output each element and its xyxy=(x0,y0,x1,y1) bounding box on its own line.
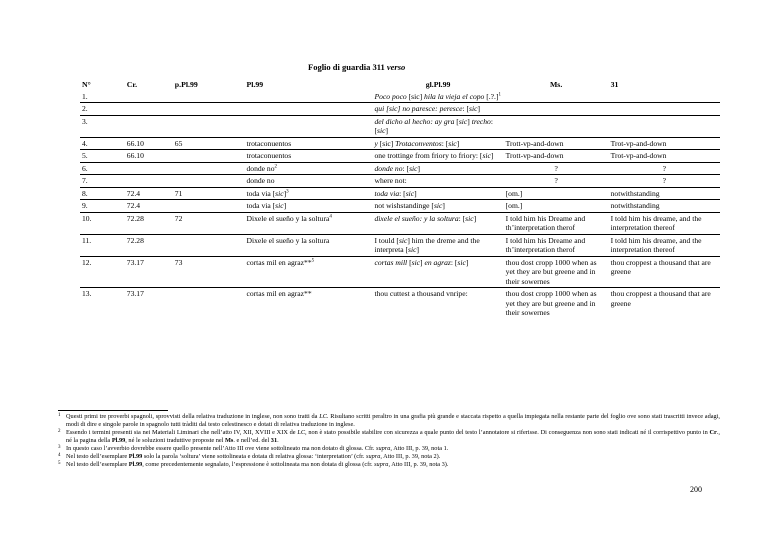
cell-ppl99: 73 xyxy=(173,256,245,288)
cell-cr: 72.28 xyxy=(125,212,173,234)
cell-ms: I told him his Dreame and th’interpretation therof xyxy=(504,212,609,234)
cell-cr xyxy=(125,175,173,188)
footnote xyxy=(58,429,720,445)
cell-glpl99: Poco poco [sic] hila la vieja el copo [.?.]$^1$ xyxy=(374,91,501,101)
footnote-number: 5 xyxy=(58,461,61,466)
cell-ms: [om.] xyxy=(504,187,609,200)
cell-n: 5. xyxy=(80,150,125,163)
footnote-rule xyxy=(58,410,168,411)
cell-ms: thou dost cropp 1000 when as yet they are but greene and in their sowernes xyxy=(504,288,609,319)
cell-n: 4. xyxy=(80,137,125,150)
cell-glpl99: not wishstandinge [sic] xyxy=(372,200,503,213)
cell-31: thou croppest a thousand that are greene xyxy=(609,256,720,288)
table-row xyxy=(80,103,720,116)
cell-n: 8. xyxy=(80,187,125,200)
footnote-text: Essendo i termini presenti sia nei Materiali Liminari che nell’atto IV, XII, XVIII e XIX de LC, non è stato possibile stabilire con sicurezza a quale punto del testo l’annotatore si riferisse. Di conseguenza non sono stati indicati né il corrispettivo punto in Cr., né la pagina della Pl.99, né le soluzioni traduttive proposte nel Ms. e nell’ed. del 31. xyxy=(66,429,720,444)
cell-cr xyxy=(125,91,173,103)
cell-ms: Trott-vp-and-down xyxy=(504,137,609,150)
cell-n: 10. xyxy=(80,212,125,234)
cell-n: 6. xyxy=(80,162,125,175)
cell-cr xyxy=(125,162,173,175)
table-row xyxy=(80,175,720,188)
cell-31: notwithstanding xyxy=(609,200,720,213)
cell-cr xyxy=(125,115,173,137)
footnote-text: Nel testo dell’esemplare Pl.99, come precedentemente segnalato, l’espressione è sottolineata ma non dotata di glossa (cfr. supra, Atto III, p. 39, nota 3). xyxy=(66,461,449,468)
col-pl99: Pl.99 xyxy=(246,80,264,89)
cell-31: Trot-vp-and-down xyxy=(609,150,720,163)
table-row xyxy=(80,115,720,137)
cell-cr: 72.4 xyxy=(125,187,173,200)
table-row xyxy=(80,91,720,103)
page-number: 200 xyxy=(690,485,702,494)
cell-ppl99 xyxy=(173,234,245,256)
cell-glpl99: thou cuttest a thousand vnripe: xyxy=(372,288,503,319)
table-row xyxy=(80,162,720,175)
table-body xyxy=(80,91,720,319)
cell-cr xyxy=(125,103,173,116)
cell-glpl99: qui [sic] no paresce: peresce: [sic] xyxy=(372,103,503,116)
table-row xyxy=(80,256,720,288)
cell-cr: 66.10 xyxy=(125,150,173,163)
cell-pl99 xyxy=(244,91,372,103)
col-31: 31 xyxy=(610,80,619,89)
cell-ppl99 xyxy=(173,162,245,175)
cell-cr: 72.28 xyxy=(125,234,173,256)
cell-pl99 xyxy=(244,115,372,137)
cell-n: 11. xyxy=(80,234,125,256)
cell-glpl99: donde no: [sic] xyxy=(372,162,503,175)
cell-glpl99: one trottinge from friory to friory: [sic] xyxy=(372,150,503,163)
cell-31: notwithstanding xyxy=(609,187,720,200)
footnote-number: 1 xyxy=(58,413,61,418)
cell-pl99: donde $no^2$ xyxy=(244,162,372,175)
cell-n: 2. xyxy=(80,103,125,116)
cell-ppl99 xyxy=(173,103,245,116)
col-n: N° xyxy=(82,80,91,89)
cell-ms: [om.] xyxy=(504,200,609,213)
footnotes xyxy=(58,413,720,469)
cell-ppl99: 72 xyxy=(173,212,245,234)
cell-31 xyxy=(609,115,720,137)
cell-ms: I told him his Dreame and th’interpretation therof xyxy=(504,234,609,256)
cell-ppl99: 65 xyxy=(173,137,245,150)
footnote-number: 4 xyxy=(58,453,61,458)
col-ms: Ms. xyxy=(549,80,563,89)
cell-pl99: donde no xyxy=(244,175,372,188)
cell-ppl99 xyxy=(173,91,245,103)
cell-pl99: cortas mil en agraz** xyxy=(244,288,372,319)
footnote xyxy=(58,445,720,453)
cell-n: 9. xyxy=(80,200,125,213)
footnote-text: In questo caso l’avverbio dovrebbe essere quello presente nell’Atto III ove viene sottolineato ma non dotato di glossa. Cfr. supra, Atto III, p. 39, nota 1. xyxy=(66,445,449,452)
cell-31 xyxy=(609,103,720,116)
table-row xyxy=(80,212,720,234)
cell-pl99: trotaconuentos xyxy=(244,150,372,163)
cell-cr: 66.10 xyxy=(125,137,173,150)
cell-ms: ? xyxy=(504,175,609,188)
cell-31: Trot-vp-and-down xyxy=(609,137,720,150)
cell-glpl99: cortas mill [sic] en agraz: [sic] xyxy=(372,256,503,288)
cell-cr: 73.17 xyxy=(125,288,173,319)
cell-ms xyxy=(504,91,609,103)
cell-cr: 72.4 xyxy=(125,200,173,213)
cell-31: ? xyxy=(609,162,720,175)
cell-n: 1. xyxy=(82,91,88,101)
cell-n: 13. xyxy=(80,288,125,319)
footnote-text: Questi primi tre proverbi spagnoli, sprovvisti della relativa traduzione in inglese, non sono tratti da LC. Risultano scritti peraltro in una grafia più grande e staccata rispetto a quella impiegata nella restante parte del foglio ove sono stati trascritti invece adagi, modi di dire e singole parole in spagnolo tutti tràditi dal testo celestinesco e dotati di relativa traduzione in inglese. xyxy=(66,413,720,428)
table-row xyxy=(80,150,720,163)
cell-ppl99 xyxy=(173,175,245,188)
footnote-text: Nel testo dell’esemplare Pl.99 solo la parola ‘soltura’ viene sottolineata e dotata di relativa glossa: ‘interpretation’ (cfr. supra, Atto III, p. 39, nota 2). xyxy=(66,453,441,460)
cell-31: I told him his dreame, and the interpretation thereof xyxy=(609,234,720,256)
cell-glpl99: del dicho al hecho: ay gra [sic] trecho: [sic] xyxy=(372,115,503,137)
cell-31 xyxy=(609,91,720,103)
cell-31: thou croppest a thousand that are greene xyxy=(609,288,720,319)
footnote xyxy=(58,413,720,429)
cell-glpl99: dixele el sueño: y la soltura: [sic] xyxy=(372,212,503,234)
cell-ms: Trott-vp-and-down xyxy=(504,150,609,163)
cell-pl99: cortas mil en agraz**$^5$ xyxy=(244,256,372,288)
cell-pl99: trotaconuentos xyxy=(244,137,372,150)
footnote-number: 3 xyxy=(58,445,61,450)
cell-n: 12. xyxy=(80,256,125,288)
cell-pl99 xyxy=(244,103,372,116)
cell-pl99: Dixele el sueño y la soltura$^4$ xyxy=(244,212,372,234)
cell-n: 3. xyxy=(80,115,125,137)
cell-n: 7. xyxy=(80,175,125,188)
cell-ms xyxy=(504,115,609,137)
cell-ppl99 xyxy=(173,288,245,319)
footnote xyxy=(58,453,720,461)
cell-ms: ? xyxy=(504,162,609,175)
cell-glpl99: toda via: [sic] xyxy=(372,187,503,200)
table-header xyxy=(80,80,720,91)
page-title: Foglio di guardia 311 verso xyxy=(308,62,406,72)
cell-pl99: toda via [sic]$^3$ xyxy=(244,187,372,200)
cell-ppl99: 71 xyxy=(173,187,245,200)
table-row xyxy=(80,200,720,213)
cell-cr: 73.17 xyxy=(125,256,173,288)
col-ppl99: p.Pl.99 xyxy=(174,80,198,89)
cell-31: ? xyxy=(609,175,720,188)
cell-glpl99: y [sic] Trotaconventos: [sic] xyxy=(372,137,503,150)
table-row xyxy=(80,288,720,319)
table-row xyxy=(80,137,720,150)
cell-ppl99 xyxy=(173,150,245,163)
cell-pl99: toda via [sic] xyxy=(244,200,372,213)
cell-ms xyxy=(504,103,609,116)
cell-ppl99 xyxy=(173,200,245,213)
cell-31: I told him his dreame, and the interpretation thereof xyxy=(609,212,720,234)
cell-pl99: Dixele el sueño y la soltura xyxy=(244,234,372,256)
cell-ppl99 xyxy=(173,115,245,137)
table-row xyxy=(80,187,720,200)
cell-ms: thou dost cropp 1000 when as yet they are but greene and in their sowernes xyxy=(504,256,609,288)
footnote-number: 2 xyxy=(58,429,61,434)
col-glpl99: gl.Pl.99 xyxy=(425,80,451,89)
cell-glpl99: where not: xyxy=(372,175,503,188)
col-cr: Cr. xyxy=(126,80,138,89)
cell-glpl99: I tould [sic] him the dreme and the interpreta [sic] xyxy=(372,234,503,256)
footnote xyxy=(58,461,720,469)
table-row xyxy=(80,234,720,256)
glossary-table xyxy=(80,80,720,319)
